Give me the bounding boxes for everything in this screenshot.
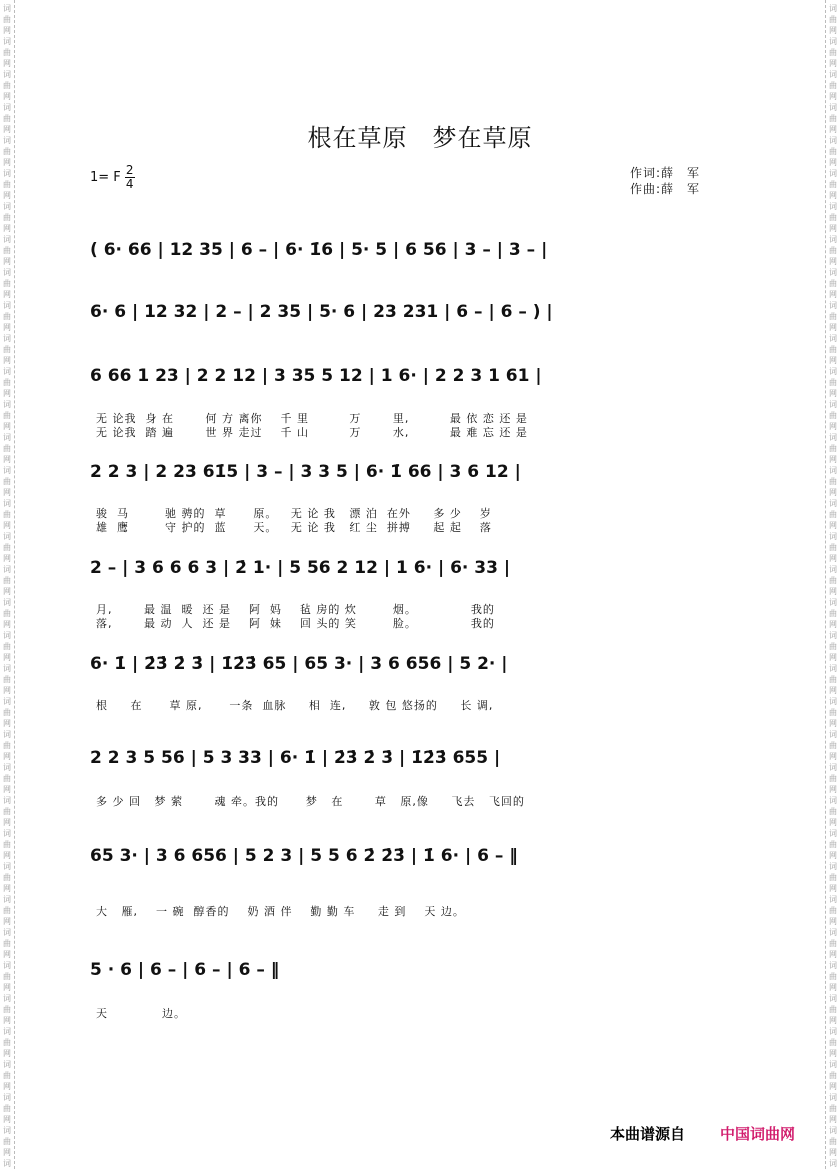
- watermark-glyph: 网: [829, 587, 837, 596]
- staff-notes: ( 6· 66 | 12 35 | 6 – | 6· 1̇6 | 5· 5 | 6 56 | 3 – | 3 – |: [90, 240, 548, 260]
- watermark-glyph: 网: [3, 818, 11, 827]
- watermark-glyph: 词: [829, 1159, 837, 1168]
- watermark-glyph: 网: [829, 158, 837, 167]
- watermark-glyph: 曲: [829, 279, 837, 288]
- watermark-glyph: 词: [3, 895, 11, 904]
- watermark-glyph: 曲: [829, 345, 837, 354]
- watermark-glyph: 词: [829, 1060, 837, 1069]
- watermark-glyph: 词: [829, 499, 837, 508]
- source-site[interactable]: 中国词曲网: [720, 1125, 796, 1143]
- watermark-glyph: 词: [3, 301, 11, 310]
- watermark-glyph: 网: [829, 356, 837, 365]
- lyricist-credit: 作词:薛 军: [630, 166, 701, 180]
- watermark-glyph: 词: [829, 664, 837, 673]
- watermark-glyph: 网: [3, 455, 11, 464]
- watermark-glyph: 曲: [829, 1038, 837, 1047]
- watermark-glyph: 词: [3, 466, 11, 475]
- watermark-glyph: 网: [829, 719, 837, 728]
- watermark-glyph: 网: [3, 92, 11, 101]
- watermark-glyph: 曲: [3, 81, 11, 90]
- watermark-glyph: 词: [3, 1126, 11, 1135]
- watermark-glyph: 网: [829, 455, 837, 464]
- watermark-glyph: 曲: [3, 279, 11, 288]
- watermark-glyph: 网: [829, 257, 837, 266]
- watermark-glyph: 曲: [3, 939, 11, 948]
- watermark-glyph: 词: [3, 70, 11, 79]
- watermark-glyph: 词: [3, 103, 11, 112]
- watermark-glyph: 词: [3, 1159, 11, 1168]
- watermark-glyph: 曲: [829, 246, 837, 255]
- right-margin-strip: [825, 0, 840, 1169]
- watermark-glyph: 曲: [829, 213, 837, 222]
- key-prefix: 1= F: [90, 170, 121, 185]
- watermark-glyph: 词: [3, 202, 11, 211]
- staff-line: [90, 654, 730, 694]
- watermark-glyph: 网: [3, 719, 11, 728]
- watermark-glyph: 曲: [3, 576, 11, 585]
- watermark-glyph: 词: [3, 829, 11, 838]
- watermark-glyph: 曲: [3, 906, 11, 915]
- staff-notes: 5 · 6 | 6 – | 6 – | 6 – ‖: [90, 960, 280, 980]
- lyric-line: 无 论我 身 在 何 方 离你 千 里 万 里, 最 依 恋 还 是: [96, 412, 528, 425]
- watermark-glyph: 曲: [3, 510, 11, 519]
- watermark-glyph: 网: [829, 1016, 837, 1025]
- watermark-glyph: 词: [829, 796, 837, 805]
- watermark-glyph: 曲: [3, 1038, 11, 1047]
- watermark-glyph: 网: [829, 59, 837, 68]
- watermark-glyph: 曲: [829, 1137, 837, 1146]
- watermark-glyph: 词: [829, 730, 837, 739]
- watermark-glyph: 网: [3, 59, 11, 68]
- lyric-line: 根 在 草 原, 一条 血脉 相 连, 敦 包 悠扬的 长 调,: [96, 699, 494, 712]
- watermark-glyph: 曲: [829, 972, 837, 981]
- staff-notes: 6· 6 | 12 32 | 2 – | 2 35 | 5· 6 | 23 231 | 6 – | 6 – ) |: [90, 302, 553, 322]
- watermark-glyph: 曲: [829, 642, 837, 651]
- staff-line: [90, 240, 730, 280]
- watermark-glyph: 曲: [829, 477, 837, 486]
- watermark-glyph: 曲: [3, 246, 11, 255]
- watermark-glyph: 词: [829, 70, 837, 79]
- lyric-line: 大 雁, 一 碗 醇香的 奶 酒 伴 勤 勤 车 走 到 天 边。: [96, 905, 465, 918]
- watermark-glyph: 曲: [3, 147, 11, 156]
- left-margin-strip: [0, 0, 15, 1169]
- watermark-glyph: 曲: [3, 15, 11, 24]
- watermark-glyph: 网: [829, 290, 837, 299]
- watermark-glyph: 词: [3, 697, 11, 706]
- watermark-glyph: 网: [829, 1082, 837, 1091]
- watermark-glyph: 网: [829, 818, 837, 827]
- watermark-glyph: 曲: [829, 81, 837, 90]
- watermark-glyph: 曲: [829, 312, 837, 321]
- watermark-glyph: 词: [3, 169, 11, 178]
- watermark-glyph: 网: [3, 1049, 11, 1058]
- watermark-glyph: 词: [829, 829, 837, 838]
- watermark-glyph: 网: [829, 785, 837, 794]
- watermark-glyph: 网: [829, 884, 837, 893]
- watermark-glyph: 曲: [829, 906, 837, 915]
- watermark-glyph: 曲: [3, 708, 11, 717]
- watermark-glyph: 词: [829, 598, 837, 607]
- watermark-glyph: 词: [829, 235, 837, 244]
- lyric-line: 雄 鹰 守 护的 蓝 天。 无 论 我 红 尘 拼搏 起 起 落: [96, 521, 492, 534]
- watermark-glyph: 词: [829, 433, 837, 442]
- watermark-glyph: 曲: [829, 180, 837, 189]
- watermark-glyph: 词: [829, 268, 837, 277]
- watermark-glyph: 词: [3, 433, 11, 442]
- lyric-line: 无 论我 踏 遍 世 界 走过 千 山 万 水, 最 难 忘 还 是: [96, 426, 528, 439]
- watermark-glyph: 曲: [3, 180, 11, 189]
- watermark-glyph: 词: [829, 4, 837, 13]
- watermark-glyph: 词: [829, 994, 837, 1003]
- watermark-glyph: 曲: [829, 807, 837, 816]
- lyric-line: 骏 马 驰 骋的 草 原。 无 论 我 漂 泊 在外 多 少 岁: [96, 507, 492, 520]
- watermark-glyph: 网: [829, 851, 837, 860]
- watermark-glyph: 曲: [829, 774, 837, 783]
- watermark-glyph: 词: [829, 367, 837, 376]
- watermark-glyph: 曲: [829, 609, 837, 618]
- watermark-glyph: 曲: [829, 675, 837, 684]
- watermark-glyph: 网: [829, 752, 837, 761]
- watermark-glyph: 网: [3, 290, 11, 299]
- watermark-glyph: 曲: [829, 510, 837, 519]
- watermark-glyph: 曲: [3, 774, 11, 783]
- watermark-glyph: 网: [829, 125, 837, 134]
- watermark-glyph: 网: [829, 389, 837, 398]
- watermark-glyph: 网: [3, 191, 11, 200]
- watermark-glyph: 曲: [3, 1137, 11, 1146]
- staff-line: [90, 846, 730, 886]
- watermark-glyph: 网: [3, 851, 11, 860]
- staff-line: [90, 302, 730, 342]
- watermark-glyph: 曲: [829, 48, 837, 57]
- watermark-glyph: 曲: [3, 675, 11, 684]
- watermark-glyph: 词: [829, 169, 837, 178]
- watermark-glyph: 网: [3, 257, 11, 266]
- watermark-glyph: 网: [3, 422, 11, 431]
- watermark-glyph: 网: [3, 1115, 11, 1124]
- watermark-glyph: 网: [3, 884, 11, 893]
- watermark-glyph: 词: [3, 565, 11, 574]
- watermark-glyph: 网: [3, 950, 11, 959]
- time-signature: [125, 164, 135, 191]
- watermark-glyph: 曲: [829, 1104, 837, 1113]
- watermark-glyph: 曲: [3, 642, 11, 651]
- staff-notes: 2 2 3 5 56 | 5 3 33 | 6· 1̇ | 2̇3̇ 2̇ 3̇ | 1̇2̇3̇ 655 |: [90, 748, 501, 768]
- watermark-glyph: 曲: [829, 378, 837, 387]
- watermark-glyph: 网: [829, 323, 837, 332]
- watermark-glyph: 曲: [829, 411, 837, 420]
- watermark-glyph: 词: [3, 268, 11, 277]
- watermark-glyph: 词: [829, 928, 837, 937]
- watermark-glyph: 网: [3, 752, 11, 761]
- watermark-glyph: 词: [829, 532, 837, 541]
- watermark-glyph: 词: [3, 598, 11, 607]
- staff-notes: 6· 1̇ | 2̇3̇ 2̇ 3̇ | 1̇2̇3̇ 65 | 65 3· | 3 6 656 | 5 2· |: [90, 654, 508, 674]
- watermark-glyph: 网: [3, 983, 11, 992]
- watermark-glyph: 词: [829, 697, 837, 706]
- watermark-glyph: 词: [829, 400, 837, 409]
- key-signature: [90, 164, 135, 191]
- staff-line: [90, 366, 730, 406]
- lyric-line: 天 边。: [96, 1007, 186, 1020]
- watermark-glyph: 词: [3, 796, 11, 805]
- watermark-glyph: 词: [829, 466, 837, 475]
- watermark-glyph: 网: [829, 983, 837, 992]
- watermark-glyph: 曲: [3, 444, 11, 453]
- watermark-glyph: 词: [3, 4, 11, 13]
- watermark-glyph: 词: [3, 235, 11, 244]
- watermark-glyph: 网: [3, 1082, 11, 1091]
- time-num: 2: [125, 163, 134, 177]
- watermark-glyph: 词: [3, 499, 11, 508]
- staff-notes: 2 2 3 | 2 23 61̇5 | 3 – | 3 3 5 | 6· 1̇ 66 | 3 6 12 |: [90, 462, 521, 482]
- watermark-glyph: 网: [3, 323, 11, 332]
- watermark-glyph: 曲: [829, 576, 837, 585]
- watermark-glyph: 网: [3, 1148, 11, 1157]
- watermark-glyph: 词: [829, 1093, 837, 1102]
- watermark-glyph: 网: [829, 1115, 837, 1124]
- staff-line: [90, 960, 730, 1000]
- watermark-glyph: 曲: [3, 1104, 11, 1113]
- watermark-glyph: 曲: [3, 807, 11, 816]
- watermark-glyph: 曲: [3, 345, 11, 354]
- watermark-glyph: 曲: [3, 840, 11, 849]
- watermark-glyph: 词: [829, 895, 837, 904]
- time-den: 4: [125, 177, 134, 191]
- watermark-glyph: 网: [3, 158, 11, 167]
- watermark-glyph: 曲: [829, 15, 837, 24]
- watermark-glyph: 网: [3, 620, 11, 629]
- watermark-glyph: 曲: [829, 939, 837, 948]
- source-label: 本曲谱源自: [610, 1125, 686, 1143]
- watermark-glyph: 词: [3, 136, 11, 145]
- watermark-glyph: 网: [3, 917, 11, 926]
- watermark-glyph: 曲: [3, 1005, 11, 1014]
- staff-line: [90, 558, 730, 598]
- watermark-glyph: 网: [3, 125, 11, 134]
- watermark-glyph: 曲: [829, 147, 837, 156]
- watermark-glyph: 曲: [829, 840, 837, 849]
- watermark-glyph: 网: [3, 26, 11, 35]
- watermark-glyph: 词: [829, 301, 837, 310]
- watermark-glyph: 曲: [829, 708, 837, 717]
- watermark-glyph: 曲: [3, 411, 11, 420]
- watermark-glyph: 词: [3, 862, 11, 871]
- watermark-glyph: 网: [3, 554, 11, 563]
- staff-notes: 65 3· | 3 6 656 | 5 2 3 | 5 5 6 2̇ 2̇3̇ | 1̇ 6· | 6 – ‖: [90, 846, 518, 866]
- watermark-glyph: 曲: [3, 114, 11, 123]
- watermark-glyph: 曲: [829, 444, 837, 453]
- lyric-line: 多 少 回 梦 萦 魂 牵。我的 梦 在 草 原,像 飞去 飞回的: [96, 795, 525, 808]
- watermark-glyph: 词: [829, 1126, 837, 1135]
- watermark-glyph: 曲: [3, 378, 11, 387]
- watermark-glyph: 网: [829, 917, 837, 926]
- watermark-glyph: 词: [3, 37, 11, 46]
- watermark-glyph: 曲: [3, 213, 11, 222]
- watermark-glyph: 网: [829, 224, 837, 233]
- watermark-glyph: 曲: [829, 741, 837, 750]
- watermark-glyph: 网: [3, 686, 11, 695]
- watermark-glyph: 曲: [3, 543, 11, 552]
- watermark-glyph: 词: [829, 334, 837, 343]
- watermark-glyph: 词: [3, 928, 11, 937]
- lyric-line: 月, 最 温 暖 还 是 阿 妈 毡 房的 炊 烟。 我的: [96, 603, 495, 616]
- watermark-glyph: 网: [3, 587, 11, 596]
- watermark-glyph: 网: [829, 950, 837, 959]
- watermark-glyph: 网: [829, 92, 837, 101]
- watermark-glyph: 词: [829, 862, 837, 871]
- watermark-glyph: 曲: [829, 543, 837, 552]
- watermark-glyph: 词: [3, 532, 11, 541]
- watermark-glyph: 词: [829, 202, 837, 211]
- watermark-glyph: 词: [3, 631, 11, 640]
- watermark-glyph: 曲: [3, 972, 11, 981]
- watermark-glyph: 曲: [3, 873, 11, 882]
- watermark-glyph: 词: [829, 136, 837, 145]
- staff-notes: 2 – | 3 6 6 6 3 | 2̇ 1· | 5 56 2 12 | 1 6· | 6· 33 |: [90, 558, 511, 578]
- watermark-glyph: 网: [829, 554, 837, 563]
- song-title: 根在草原 梦在草原: [307, 124, 533, 152]
- watermark-glyph: 词: [3, 1027, 11, 1036]
- staff-notes: 6 66 1 23 | 2 2 12 | 3 35 5 12 | 1 6· | 2 2 3 1 61 |: [90, 366, 542, 386]
- watermark-glyph: 词: [829, 37, 837, 46]
- watermark-glyph: 曲: [829, 1071, 837, 1080]
- lyric-line: 落, 最 动 人 还 是 阿 妹 回 头的 笑 脸。 我的: [96, 617, 495, 630]
- watermark-glyph: 网: [829, 422, 837, 431]
- watermark-glyph: 词: [3, 994, 11, 1003]
- watermark-glyph: 词: [3, 367, 11, 376]
- watermark-glyph: 曲: [3, 48, 11, 57]
- watermark-glyph: 网: [829, 653, 837, 662]
- watermark-glyph: 词: [3, 961, 11, 970]
- watermark-glyph: 词: [829, 961, 837, 970]
- watermark-glyph: 词: [829, 631, 837, 640]
- watermark-glyph: 网: [829, 521, 837, 530]
- watermark-glyph: 网: [3, 488, 11, 497]
- watermark-glyph: 曲: [829, 873, 837, 882]
- staff-line: [90, 462, 730, 502]
- watermark-glyph: 网: [3, 785, 11, 794]
- staff-line: [90, 748, 730, 788]
- watermark-glyph: 网: [3, 389, 11, 398]
- watermark-glyph: 词: [3, 1060, 11, 1069]
- watermark-glyph: 网: [829, 686, 837, 695]
- watermark-glyph: 词: [3, 664, 11, 673]
- watermark-glyph: 网: [829, 191, 837, 200]
- watermark-glyph: 词: [3, 334, 11, 343]
- watermark-glyph: 网: [829, 620, 837, 629]
- watermark-glyph: 网: [3, 356, 11, 365]
- watermark-glyph: 曲: [3, 477, 11, 486]
- watermark-glyph: 词: [3, 400, 11, 409]
- watermark-glyph: 网: [829, 1049, 837, 1058]
- watermark-glyph: 曲: [3, 609, 11, 618]
- composer-credit: 作曲:薛 军: [630, 182, 701, 196]
- watermark-glyph: 曲: [3, 741, 11, 750]
- watermark-glyph: 网: [829, 488, 837, 497]
- watermark-glyph: 曲: [829, 114, 837, 123]
- watermark-glyph: 词: [3, 730, 11, 739]
- watermark-glyph: 网: [3, 224, 11, 233]
- watermark-glyph: 网: [829, 26, 837, 35]
- watermark-glyph: 词: [3, 1093, 11, 1102]
- watermark-glyph: 曲: [829, 1005, 837, 1014]
- watermark-glyph: 词: [829, 763, 837, 772]
- watermark-glyph: 词: [829, 1027, 837, 1036]
- watermark-glyph: 网: [829, 1148, 837, 1157]
- watermark-glyph: 网: [3, 1016, 11, 1025]
- watermark-glyph: 网: [3, 653, 11, 662]
- watermark-glyph: 词: [829, 103, 837, 112]
- watermark-glyph: 曲: [3, 312, 11, 321]
- watermark-glyph: 曲: [3, 1071, 11, 1080]
- watermark-glyph: 词: [3, 763, 11, 772]
- watermark-glyph: 网: [3, 521, 11, 530]
- watermark-glyph: 词: [829, 565, 837, 574]
